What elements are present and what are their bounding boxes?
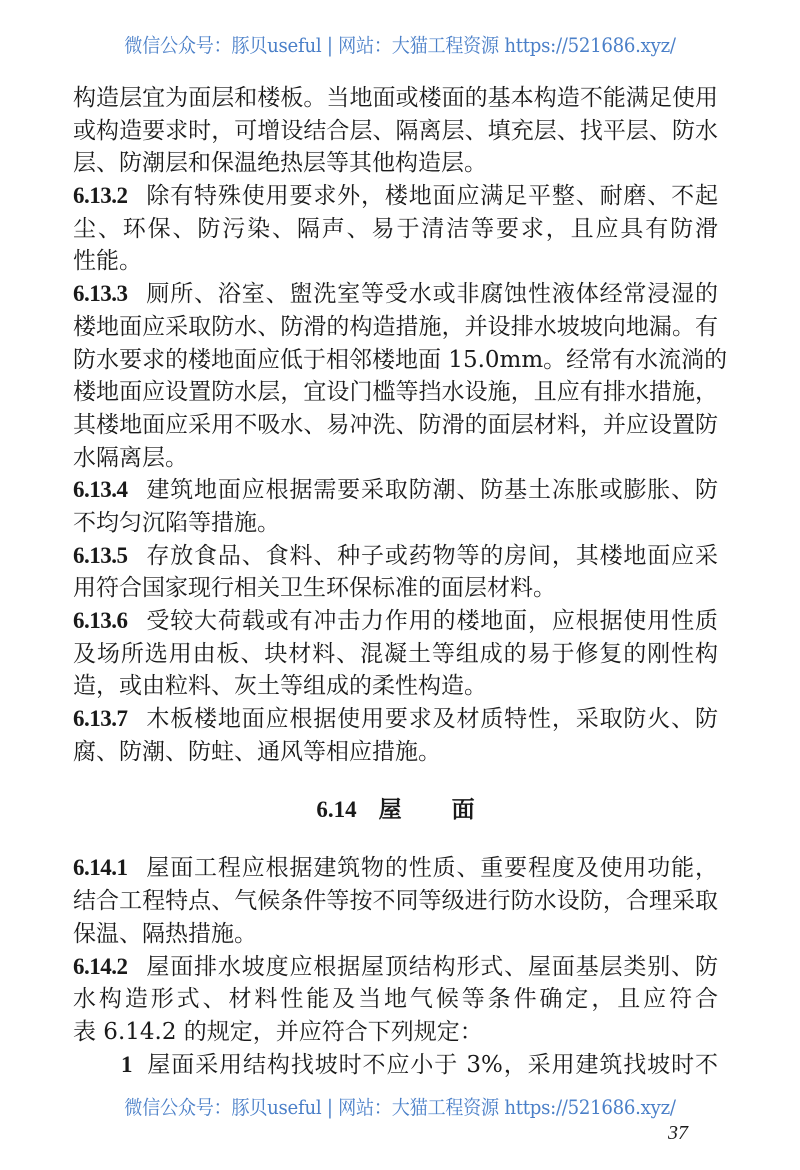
clause-text: 受较大荷载或有冲击力作用的楼地面，应根据使用性质 xyxy=(145,608,718,634)
clause-number: 6.13.7 xyxy=(73,706,128,732)
body-line: 其楼地面应采用不吸水、易冲洗、防滑的面层材料，并应设置防 xyxy=(73,411,718,438)
body-line: 结合工程特点、气候条件等按不同等级进行防水设防，合理采取 xyxy=(73,888,718,915)
spacer xyxy=(73,840,718,852)
document-page xyxy=(73,82,728,1081)
clause-text: 屋面排水坡度应根据屋顶结构形式、屋面基层类别、防 xyxy=(145,953,718,980)
body-line: 造，或由粒料、灰土等组成的柔性构造。 xyxy=(73,673,487,700)
body-line: 保温、隔热措施。 xyxy=(73,920,257,947)
clause-6-13-3 xyxy=(73,278,718,311)
body-line: 层、防潮层和保温绝热层等其他构造层。 xyxy=(73,150,487,177)
body-line: 楼地面应采取防水、防滑的构造措施，并设排水坡坡向地漏。有 xyxy=(73,313,718,340)
body-line: 性能。 xyxy=(73,248,142,275)
list-item-1 xyxy=(73,1049,718,1082)
clause-number: 6.13.4 xyxy=(73,477,128,503)
body-line: 及场所选用由板、块材料、混凝土等组成的易于修复的刚性构 xyxy=(73,640,718,667)
spacer xyxy=(73,768,718,780)
section-title-char: 面 xyxy=(451,796,475,824)
clause-number: 6.14.2 xyxy=(73,953,128,979)
body-line: 或构造要求时，可增设结合层、隔离层、填充层、找平层、防水 xyxy=(73,117,718,144)
list-item-text: 屋面采用结构找坡时不应小于 3%，采用建筑找坡时不 xyxy=(146,1051,718,1078)
body-line: 水构造形式、材料性能及当地气候等条件确定，且应符合 xyxy=(73,986,718,1013)
body-line: 尘、环保、防污染、隔声、易于清洁等要求，且应具有防滑 xyxy=(73,215,718,242)
watermark-top: 微信公众号：豚贝useful | 网站：大猫工程资源 https://521686.xyz/ xyxy=(124,34,676,57)
body-line: 不均匀沉陷等措施。 xyxy=(73,509,280,536)
clause-text: 建筑地面应根据需要采取防潮、防基土冻胀或膨胀、防 xyxy=(145,477,718,504)
body-line: 表 6.14.2 的规定，并应符合下列规定： xyxy=(73,1018,483,1045)
clause-number: 6.13.2 xyxy=(73,183,128,209)
clause-text: 除有特殊使用要求外，楼地面应满足平整、耐磨、不起 xyxy=(145,183,718,210)
body-line: 构造层宜为面层和楼板。当地面或楼面的基本构造不能满足使用 xyxy=(73,85,718,111)
clause-text: 厕所、浴室、盥洗室等受水或非腐蚀性液体经常浸湿的 xyxy=(145,281,718,308)
clause-text: 存放食品、食料、种子或药物等的房间，其楼地面应采 xyxy=(145,542,718,569)
clause-text: 屋面工程应根据建筑物的性质、重要程度及使用功能， xyxy=(145,855,718,882)
body-line: 楼地面应设置防水层，宜设门槛等挡水设施，且应有排水措施， xyxy=(73,379,718,406)
body-line: 腐、防潮、防蛀、通风等相应措施。 xyxy=(73,738,441,765)
clause-number: 6.14.1 xyxy=(73,855,128,881)
clause-6-13-6 xyxy=(73,605,718,638)
body-line: 用符合国家现行相关卫生环保标准的面层材料。 xyxy=(73,575,556,602)
clause-6-14-2 xyxy=(73,951,718,984)
section-heading xyxy=(73,780,718,840)
section-number: 6.14 xyxy=(316,797,357,823)
clause-number: 6.13.3 xyxy=(73,281,128,307)
body-line: 水隔离层。 xyxy=(73,444,188,471)
clause-number: 6.13.5 xyxy=(73,542,128,568)
body-line: 防水要求的楼地面应低于相邻楼地面 15.0mm。经常有水流淌的 xyxy=(73,346,728,373)
watermark-bottom: 微信公众号：豚贝useful | 网站：大猫工程资源 https://521686.xyz/ xyxy=(124,1096,676,1119)
list-item-number: 1 xyxy=(121,1051,133,1077)
clause-6-13-7 xyxy=(73,703,718,736)
page-number: 37 xyxy=(668,1122,688,1144)
clause-6-13-4 xyxy=(73,474,718,507)
clause-6-13-2 xyxy=(73,180,718,213)
clause-6-14-1 xyxy=(73,852,718,885)
clause-6-13-5 xyxy=(73,540,718,573)
clause-number: 6.13.6 xyxy=(73,608,128,633)
section-title-char: 屋 xyxy=(378,796,402,824)
clause-text: 木板楼地面应根据使用要求及材质特性，采取防火、防 xyxy=(145,706,718,733)
